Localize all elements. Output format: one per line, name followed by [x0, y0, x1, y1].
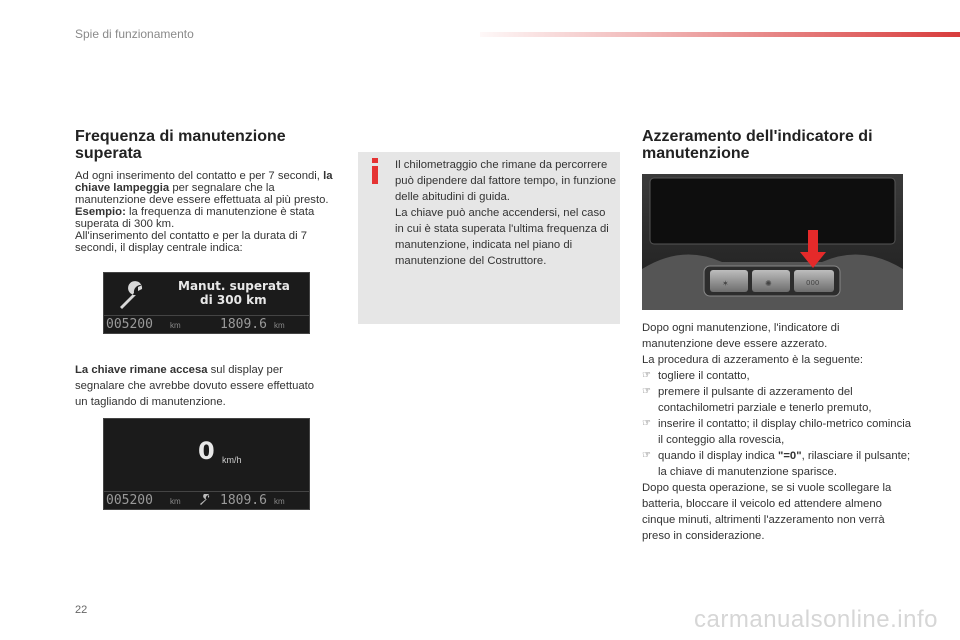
- svg-text:000: 000: [806, 279, 820, 287]
- info-box: [358, 152, 620, 324]
- display2-speed-unit: km/h: [222, 455, 242, 465]
- display1-trip-unit: km: [274, 321, 285, 330]
- p1-text-c: per segnalare che la manutenzione deve essere effettuata al più presto.: [75, 182, 329, 206]
- instrument-display-1: [103, 272, 310, 334]
- display2-trip: 1809.6: [220, 493, 267, 508]
- display1-odometer-unit: km: [170, 321, 181, 330]
- dashboard-illustration: [642, 174, 903, 310]
- p1-bold: la chiave lampeggia: [75, 170, 333, 194]
- left-paragraph-1: [75, 170, 345, 254]
- info-icon: [367, 158, 383, 186]
- display1-line1: Manut. superata: [178, 279, 290, 293]
- instrument-display-2: [103, 418, 310, 510]
- bullet-1-text: togliere il contatto,: [658, 370, 750, 382]
- bullet-2: [642, 384, 912, 416]
- wrench-icon: [116, 279, 150, 313]
- bullet-3: [642, 416, 912, 448]
- bullet-1-mark: ☞: [642, 370, 651, 381]
- bullet-1: [642, 368, 912, 384]
- example-text: la frequenza di manutenzione è stata superata di 300 km.: [75, 206, 315, 230]
- display2-separator: [104, 491, 309, 492]
- left-paragraph-2: All'inserimento del contatto e per la durata di 7 secondi, il display centrale indica:: [75, 230, 307, 254]
- p1-text-a: Ad ogni inserimento del contatto e per 7 secondi,: [75, 170, 324, 182]
- svg-text:✶: ✶: [722, 279, 729, 288]
- dashboard-photo: [642, 174, 903, 310]
- info-text-1: Il chilometraggio che rimane da percorrere può dipendere dal fattore tempo, in funzione delle abitudini di guida.: [395, 159, 617, 203]
- display2-speed: 0: [198, 437, 215, 465]
- right-body: [642, 320, 912, 544]
- p3-bold: La chiave rimane accesa: [75, 364, 208, 376]
- bullet-4-tail: , rilasciare il pulsante; la chiave di manutenzione sparisce.: [658, 450, 911, 478]
- display2-odometer-unit: km: [170, 497, 181, 506]
- bullet-3-text: inserire il contatto; il display chilo-metrico comincia il conteggio alla rovescia,: [658, 418, 912, 446]
- bullet-2-text: premere il pulsante di azzeramento del contachilometri parziale e tenerlo premuto,: [658, 386, 872, 414]
- info-text: [395, 157, 617, 269]
- bullet-3-mark: ☞: [642, 418, 651, 429]
- left-paragraph-3: [75, 362, 315, 410]
- right-paragraph-2: La procedura di azzeramento è la seguente:: [642, 354, 864, 366]
- bullet-4-text-a: quando il display indica: [658, 450, 775, 462]
- display2-trip-unit: km: [274, 497, 285, 506]
- svg-text:✺: ✺: [765, 279, 772, 288]
- bullet-4: [642, 448, 912, 480]
- wrench-icon-small: [200, 494, 212, 506]
- display2-odometer: 005200: [106, 493, 153, 508]
- display1-separator: [104, 315, 309, 316]
- right-heading: Azzeramento dell'indicatore di manutenzione: [642, 128, 873, 162]
- display1-odometer: 005200: [106, 317, 153, 332]
- left-heading: Frequenza di manutenzione superata: [75, 128, 286, 162]
- p3-text: sul display per segnalare che avrebbe dovuto essere effettuato un tagliando di manutenzione.: [75, 364, 315, 408]
- header-bar: [480, 32, 960, 37]
- page-number: 22: [75, 604, 88, 616]
- example-label: Esempio:: [75, 206, 126, 218]
- bullet-2-mark: ☞: [642, 386, 651, 397]
- bullet-4-mark: ☞: [642, 450, 651, 461]
- watermark: carmanualsonline.info: [694, 606, 938, 633]
- right-paragraph-1: Dopo ogni manutenzione, l'indicatore di manutenzione deve essere azzerato.: [642, 322, 840, 350]
- display1-trip: 1809.6: [220, 317, 267, 332]
- info-text-2: La chiave può anche accendersi, nel caso in cui è stata superata l'ultima frequenza di manutenzione, indicata nel piano di manutenzione del Costruttore.: [395, 207, 609, 267]
- bullet-4-bold: "=0": [777, 450, 802, 462]
- header-title: Spie di funzionamento: [75, 27, 194, 41]
- right-column: [642, 128, 912, 162]
- bullet-4-text: [658, 448, 912, 480]
- right-paragraph-3: Dopo questa operazione, se si vuole scollegare la batteria, bloccare il veicolo ed attendere almeno cinque minuti, altrimenti l'azzeramento non verrà preso in considerazione.: [642, 482, 892, 542]
- display1-line2: di 300 km: [200, 293, 267, 307]
